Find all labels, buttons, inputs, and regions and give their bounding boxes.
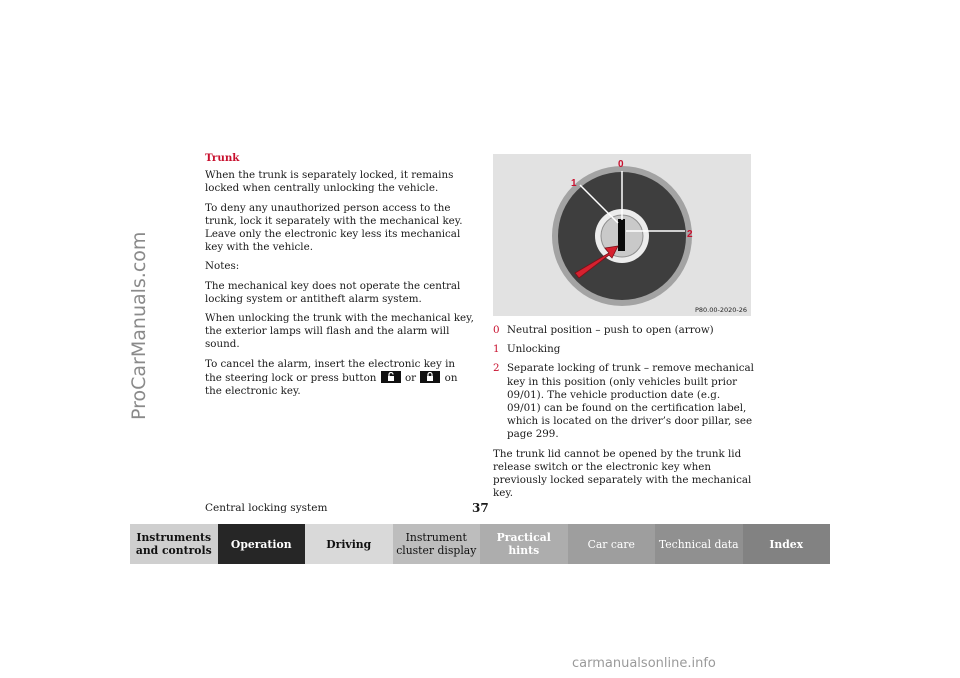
tab-car-care[interactable]: Car care [568,524,656,564]
tab-practical-hints[interactable]: Practical hints [480,524,568,564]
legend-item [493,343,755,356]
paragraph: When the trunk is separately locked, it remains locked when centrally unlocking the vehicle. [205,169,454,195]
figure-label-1: 1 [571,178,577,189]
tab-operation[interactable]: Operation [218,524,306,564]
figure-label-2: 2 [687,229,693,240]
tab-instrument-cluster-display[interactable]: Instrument cluster display [393,524,481,564]
paragraph: When unlocking the trunk with the mechanical key, the exterior lamps will flash and the alarm will sound. [205,312,474,351]
right-column [493,324,755,506]
legend-text: Unlocking [507,343,561,356]
paragraph-text: To cancel the alarm, insert the electronic key in the steering lock or press button [205,357,456,384]
bottom-watermark: carmanualsonline.info [572,656,716,671]
legend-number: 0 [493,324,500,336]
paragraph: The trunk lid cannot be opened by the trunk lid release switch or the electronic key when previously locked separately with the mechanical key. [493,447,752,500]
page-number: 37 [472,501,489,515]
left-column [205,152,475,404]
legend-item [493,362,755,441]
notes-label: Notes: [205,260,240,273]
paragraph [205,358,475,399]
figure-label-0: 0 [618,159,624,170]
section-heading: Trunk [205,152,240,164]
side-watermark: ProCarManuals.com [128,231,150,420]
legend-item [493,324,755,337]
figure-code: P80.00-2020-26 [694,306,747,314]
tab-driving[interactable]: Driving [305,524,393,564]
unlock-button-icon [381,371,401,383]
legend-text: Separate locking of trunk – remove mechanical key in this position (only vehicles built prior 09/01). The vehicle production date (e.g. 09/01) can be found on the certification label, which is located on the driver’s door pillar, see page 299. [507,362,754,441]
paragraph-text: on the electronic key. [205,371,458,398]
lock-cylinder-illustration [493,154,751,316]
legend-text: Neutral position – push to open (arrow) [507,324,714,336]
paragraph-text: or [404,371,417,384]
paragraph: To deny any unauthorized person access to the trunk, lock it separately with the mechanical key. Leave only the electronic key less its mechanical key with the vehicle. [205,201,463,254]
tab-index[interactable]: Index [743,524,831,564]
legend-number: 1 [493,343,500,356]
paragraph: The mechanical key does not operate the central locking system or antitheft alarm system. [205,279,461,305]
key-position-figure [493,154,751,316]
chapter-nav [130,524,830,564]
lock-button-icon [420,371,440,383]
tab-technical-data[interactable]: Technical data [655,524,743,564]
section-title: Central locking system [205,502,328,514]
legend-number: 2 [493,362,500,375]
tab-instruments-and-controls[interactable]: Instruments and controls [130,524,218,564]
